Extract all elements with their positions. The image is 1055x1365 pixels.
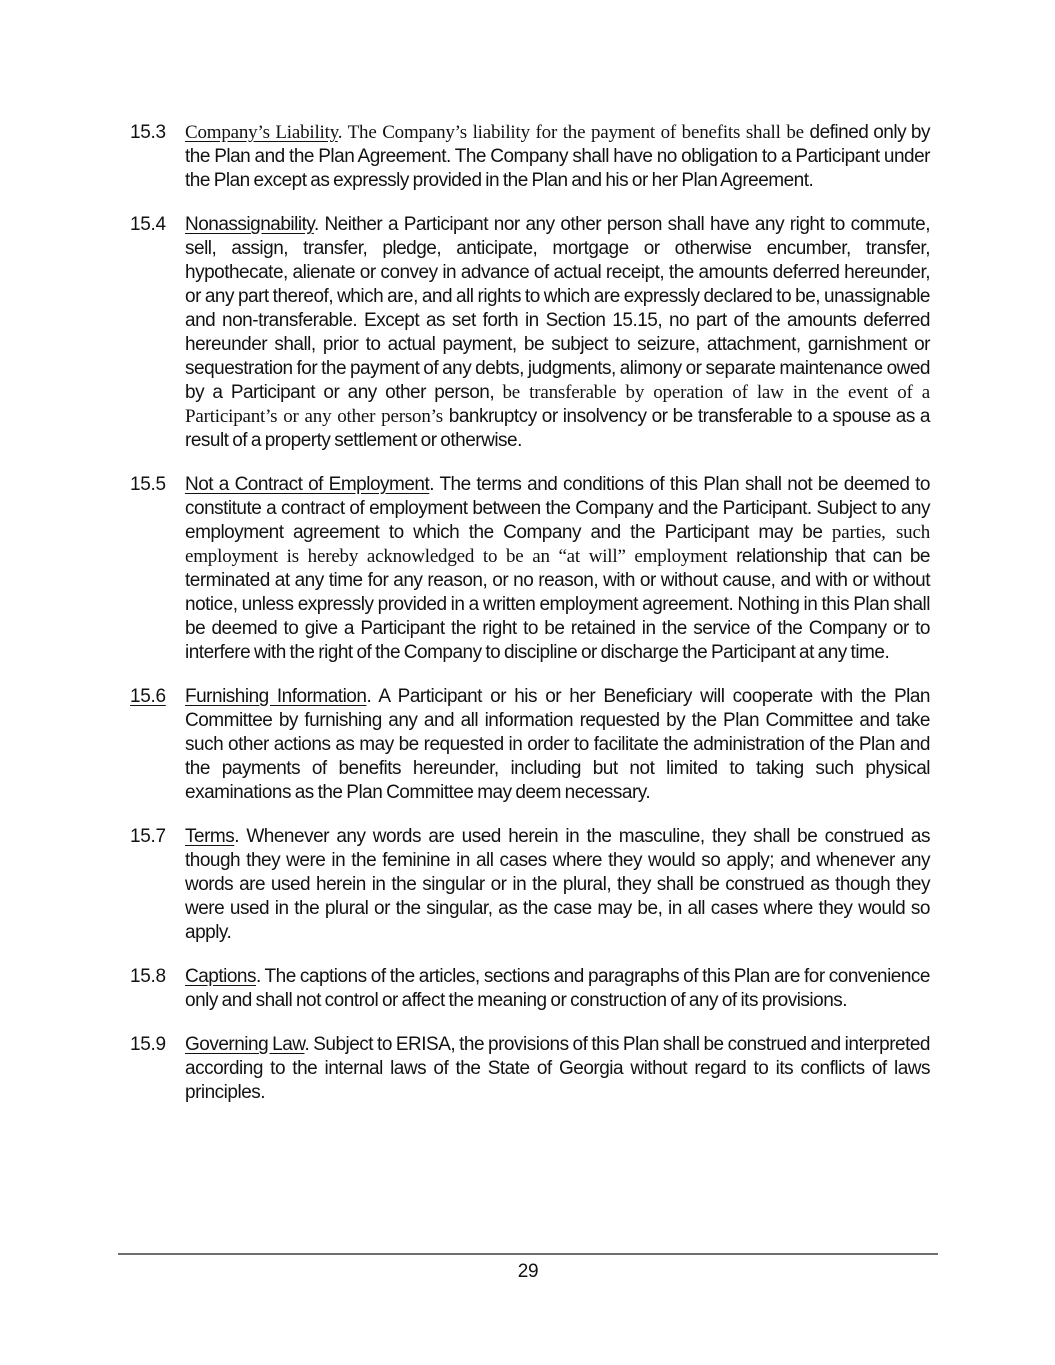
section-text-segment: . Whenever any words are used herein in the masculine, they shall be construed as though they were in the feminine in all cases where they would so apply; and whenever any words are used herein in the singular or in the plural, they shall be construed as though they were used in the plural or the singular, as the case may be, in all cases where they would so apply. — [185, 826, 930, 943]
section-15-6 — [130, 685, 930, 805]
section-15-3 — [130, 121, 930, 193]
section-paragraph — [185, 1033, 930, 1105]
section-number: 15.9 — [130, 1034, 166, 1055]
section-heading: Nonassignability — [185, 214, 314, 235]
section-paragraph — [185, 473, 930, 665]
section-heading: Captions — [185, 966, 256, 987]
section-text-segment: be transferable by operation of law in the event of a Participant’s or any other person’s — [185, 382, 931, 427]
section-heading: Terms — [185, 826, 235, 847]
section-heading: Governing Law — [185, 1034, 305, 1055]
section-number: 15.4 — [130, 214, 166, 235]
section-15-9 — [130, 1033, 930, 1105]
section-text-segment: . A Participant or his or her Beneficiary will cooperate with the Plan Committee by furnishing any and all information requested by the Plan Committee and take such other actions as may be requested in order to facilitate the administration of the Plan and the payments of benefits hereunder, including but not limited to taking such physical examinations as the Plan Committee may deem necessary. — [185, 686, 930, 803]
section-number: 15.7 — [130, 826, 166, 847]
section-15-5 — [130, 473, 930, 665]
footer-rule — [118, 1253, 938, 1284]
section-15-8 — [130, 965, 930, 1013]
section-15-7 — [130, 825, 930, 945]
section-paragraph — [185, 121, 930, 193]
section-number: 15.3 — [130, 122, 166, 143]
section-heading: Not a Contract of Employment — [185, 474, 430, 495]
section-text-segment: . Neither a Participant nor any other person shall have any right to commute, sell, assign, transfer, pledge, anticipate, mortgage or otherwise encumber, transfer, hypothecate, alienate or convey in advance of actual receipt, the amounts deferred hereunder, or any part thereof, which are, and all rights to which are expressly declared to be, unassignable and non-transferable. Except as set forth in Section 15.15, no part of the amounts deferred hereunder shall, prior to actual payment, be subject to seizure, attachment, garnishment or sequestration for the payment of any debts, judgments, alimony or separate maintenance owed by a Participant or any other person, — [185, 214, 930, 403]
section-text-segment: . Subject to ERISA, the provisions of this Plan shall be construed and interpreted according to the internal laws of the State of Georgia without regard to its conflicts of laws principles. — [185, 1034, 931, 1103]
section-text-segment: relationship that can be terminated at any time for any reason, or no reason, with or without cause, and with or without notice, unless expressly provided in a written employment agreement. Nothing in this Plan shall be deemed to give a Participant the right to be retained in the service of the Company or to interfere with the right of the Company to discipline or discharge the Participant at any time. — [185, 546, 931, 663]
section-text-segment: . The captions of the articles, sections and paragraphs of this Plan are for convenience only and shall not control or affect the meaning or construction of any of its provisions. — [185, 966, 930, 1011]
section-paragraph — [185, 825, 930, 945]
section-number: 15.8 — [130, 966, 166, 987]
section-paragraph — [185, 685, 930, 805]
page-number: 29 — [517, 1261, 539, 1282]
section-15-4 — [130, 213, 930, 453]
section-paragraph — [185, 965, 930, 1013]
section-heading: Company’s Liability — [185, 122, 338, 143]
section-number: 15.5 — [130, 474, 166, 495]
section-text-segment: . The Company’s liability for the payment of benefits shall be — [337, 122, 810, 143]
section-text-segment: parties, such employment is hereby acknowledged to be an “at will” employment — [185, 522, 931, 567]
section-paragraph — [185, 213, 930, 453]
section-text-segment: defined only by the Plan and the Plan Agreement. The Company shall have no obligation to a Participant under the Plan except as expressly provided in the Plan and his or her Plan Agreement. — [185, 122, 930, 191]
section-number: 15.6 — [130, 686, 166, 707]
section-text-segment: bankruptcy or insolvency or be transferable to a spouse as a result of a property settlement or otherwise. — [185, 406, 930, 451]
section-text-segment: . The terms and conditions of this Plan shall not be deemed to constitute a contract of employment between the Company and the Participant. Subject to any employment agreement to which the Company and the Participant may be — [185, 474, 930, 543]
section-heading: Furnishing Information — [185, 686, 367, 707]
document-content — [130, 121, 930, 1125]
